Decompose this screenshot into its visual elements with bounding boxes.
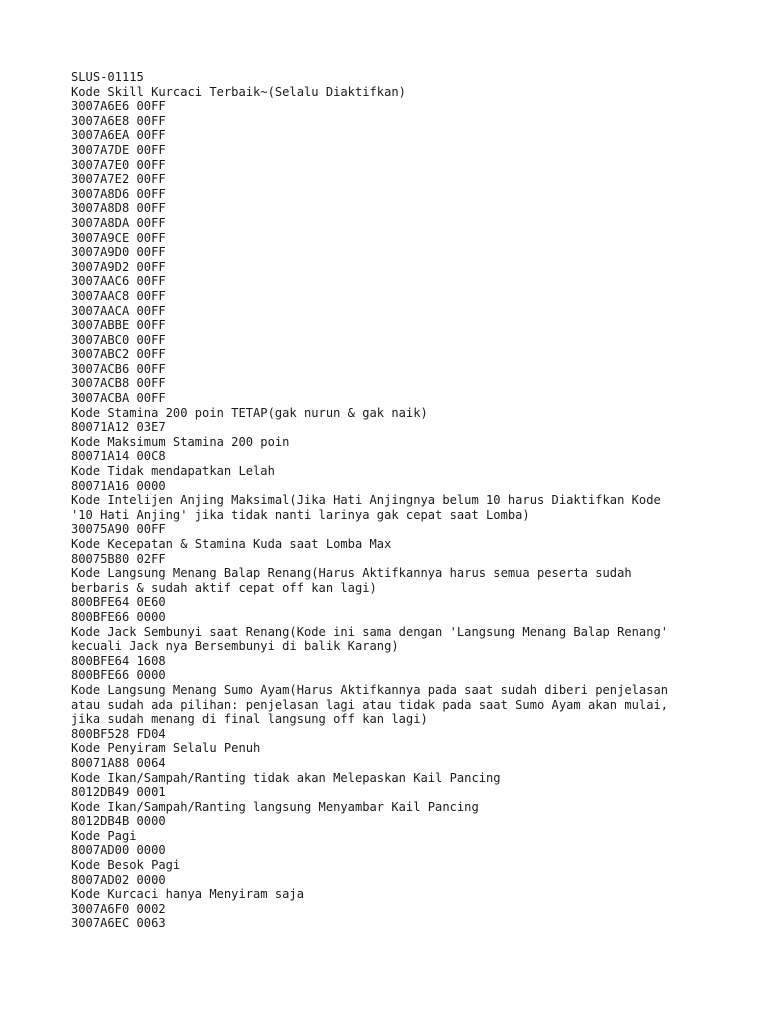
text-line: 3007A6EA 00FF xyxy=(71,128,166,143)
text-line: 800BF528 FD04 xyxy=(71,726,166,741)
text-line: 3007AAC6 00FF xyxy=(71,274,166,289)
text-line: 3007ACB8 00FF xyxy=(71,376,166,391)
text-line: 3007A6EC 0063 xyxy=(71,916,166,931)
text-line: Kode Jack Sembunyi saat Renang(Kode ini sama dengan 'Langsung Menang Balap Renang' xyxy=(71,624,669,639)
text-line: 80071A88 0064 xyxy=(71,755,166,770)
text-line: 3007A6E6 00FF xyxy=(71,99,166,114)
text-line: SLUS-01115 xyxy=(71,70,144,84)
text-line: 3007A6E8 00FF xyxy=(71,113,166,128)
text-line: 3007A8D6 00FF xyxy=(71,186,166,201)
text-line: Kode Ikan/Sampah/Ranting tidak akan Melepaskan Kail Pancing xyxy=(71,770,501,785)
text-line: kecuali Jack nya Bersembunyi di balik Karang) xyxy=(71,639,399,654)
text-line: 800BFE64 0E60 xyxy=(71,595,166,610)
text-line: Kode Skill Kurcaci Terbaik~(Selalu Diaktifkan) xyxy=(71,84,406,99)
text-line: 3007A7E2 00FF xyxy=(71,172,166,187)
text-line: 80075B80 02FF xyxy=(71,551,166,566)
text-line: Kode Intelijen Anjing Maksimal(Jika Hati Anjingnya belum 10 harus Diaktifkan Kode xyxy=(71,493,661,508)
text-line: 3007ABBE 00FF xyxy=(71,318,166,333)
text-line: 3007ABC2 00FF xyxy=(71,347,166,362)
text-line: Kode Kecepatan & Stamina Kuda saat Lomba Max xyxy=(71,537,392,551)
text-line: 3007A7E0 00FF xyxy=(71,157,166,172)
text-line: 3007A8D8 00FF xyxy=(71,201,166,216)
text-line: 8012DB49 0001 xyxy=(71,785,166,800)
text-line: Kode Besok Pagi xyxy=(71,858,181,873)
text-line: 80071A12 03E7 xyxy=(71,420,166,435)
text-line: Kode Langsung Menang Sumo Ayam(Harus Aktifkannya pada saat sudah diberi penjelasan xyxy=(71,682,669,697)
text-line: 8007AD02 0000 xyxy=(71,872,166,887)
text-line: 3007A9D0 00FF xyxy=(71,245,166,260)
text-line: berbaris & sudah aktif cepat off kan lagi) xyxy=(71,580,377,595)
text-line: Kode Pagi xyxy=(71,828,137,843)
text-line: 30075A90 00FF xyxy=(71,522,166,537)
text-line: 3007ACBA 00FF xyxy=(71,391,166,406)
text-line: 800BFE66 0000 xyxy=(71,668,166,683)
document-page xyxy=(71,70,761,931)
text-line: 800BFE66 0000 xyxy=(71,609,166,624)
text-line: 3007A7DE 00FF xyxy=(71,142,166,157)
text-line: 3007ACB6 00FF xyxy=(71,361,166,376)
text-line: atau sudah ada pilihan: penjelasan lagi atau tidak pada saat Sumo Ayam akan mulai, xyxy=(71,697,669,712)
text-line: Kode Kurcaci hanya Menyiram saja xyxy=(71,887,304,902)
text-line: Kode Langsung Menang Balap Renang(Harus Aktifkannya harus semua peserta sudah xyxy=(71,566,632,581)
text-line: 3007AACA 00FF xyxy=(71,303,166,318)
text-line: 8012DB4B 0000 xyxy=(71,814,166,829)
text-line: 3007A6F0 0002 xyxy=(71,901,166,916)
text-line: 3007ABC0 00FF xyxy=(71,332,166,347)
text-line: 3007A9D2 00FF xyxy=(71,259,166,274)
text-line: Kode Penyiram Selalu Penuh xyxy=(71,741,261,756)
text-line: 800BFE64 1608 xyxy=(71,653,166,668)
text-line: 8007AD00 0000 xyxy=(71,843,166,858)
text-line: Kode Maksimum Stamina 200 poin xyxy=(71,434,290,449)
text-line: 3007A8DA 00FF xyxy=(71,215,166,230)
text-line: 80071A14 00C8 xyxy=(71,449,166,464)
text-line: 3007AAC8 00FF xyxy=(71,288,166,303)
text-line: Kode Ikan/Sampah/Ranting langsung Menyambar Kail Pancing xyxy=(71,799,479,814)
text-line: Kode Tidak mendapatkan Lelah xyxy=(71,464,275,479)
text-line: 80071A16 0000 xyxy=(71,478,166,493)
text-line: 3007A9CE 00FF xyxy=(71,230,166,245)
text-line: Kode Stamina 200 poin TETAP(gak nurun & gak naik) xyxy=(71,405,428,420)
text-line: '10 Hati Anjing' jika tidak nanti larinya gak cepat saat Lomba) xyxy=(71,507,530,522)
text-line: jika sudah menang di final langsung off kan lagi) xyxy=(71,712,428,727)
